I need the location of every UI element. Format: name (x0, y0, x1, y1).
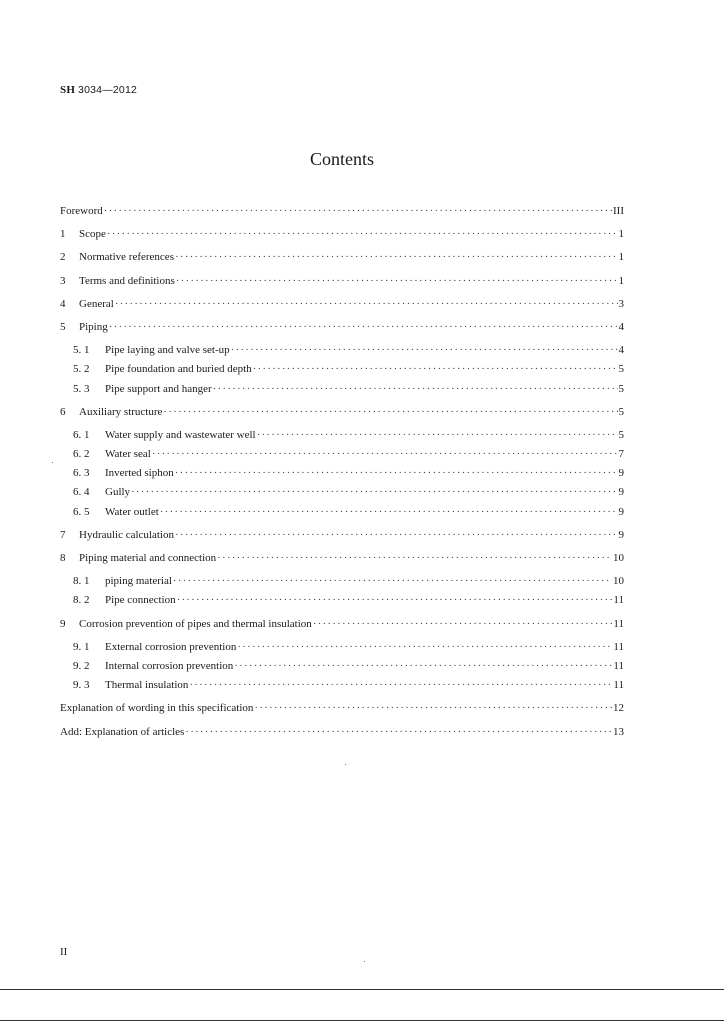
toc-entry-label: Normative references (79, 251, 174, 264)
document-code (60, 84, 137, 96)
toc-leader (176, 274, 618, 288)
toc-entry-thermal-insulation[interactable] (60, 678, 624, 697)
toc-entry-page: 5 (618, 405, 624, 418)
toc-entry-external-corrosion[interactable] (60, 640, 624, 659)
toc-entry-number: 6. 3 (73, 467, 90, 480)
toc-entry-inverted-siphon[interactable] (60, 466, 624, 485)
toc-entry-label: Gully (105, 486, 131, 499)
toc-entry-page: 5 (618, 363, 624, 376)
toc-entry-number: 5. 2 (73, 363, 90, 376)
toc-leader (152, 447, 618, 461)
toc-entry-page: 9 (618, 528, 624, 541)
toc-leader (189, 678, 612, 692)
toc-entry-number: 8 (60, 552, 66, 564)
toc-leader (175, 250, 618, 264)
toc-entry-page: 11 (613, 594, 624, 607)
toc-entry-page: 1 (618, 228, 624, 241)
toc-entry-number: 8. 1 (73, 575, 90, 588)
toc-leader (254, 701, 612, 715)
toc-leader (131, 485, 617, 499)
toc-entry-label: Explanation of wording in this specification (60, 702, 254, 715)
toc-entry-pipe-support[interactable] (60, 382, 624, 401)
toc-leader (115, 297, 618, 311)
page-title: Contents (309, 149, 374, 169)
toc-entry-label: General (79, 297, 114, 310)
toc-entry-number: 7 (60, 528, 66, 541)
toc-entry-pipe-connection[interactable] (60, 593, 624, 612)
toc-entry-page: 9 (618, 505, 624, 518)
toc-entry-page: 3 (618, 297, 624, 310)
toc-entry-gully[interactable] (60, 485, 624, 504)
toc-entry-normative-references[interactable] (60, 250, 624, 273)
toc-leader (231, 343, 618, 357)
toc-entry-scope[interactable] (60, 227, 624, 250)
toc-entry-internal-corrosion[interactable] (60, 659, 624, 678)
toc-entry-number: 6. 1 (73, 428, 90, 441)
toc-leader (313, 617, 613, 631)
toc-leader (175, 528, 618, 542)
page-number: II (60, 946, 68, 958)
toc-entry-number: 5. 1 (73, 344, 90, 357)
toc-entry-explanation-of-wording[interactable] (60, 701, 624, 724)
toc-entry-page: 11 (613, 659, 624, 672)
toc-entry-page: 4 (618, 320, 624, 333)
toc-entry-label: Thermal insulation (105, 679, 189, 692)
toc-entry-page: 4 (618, 344, 624, 357)
toc-entry-water-seal[interactable] (60, 447, 624, 466)
toc-entry-piping[interactable] (60, 320, 624, 343)
toc-leader (257, 428, 618, 442)
toc-leader (163, 405, 617, 419)
toc-entry-label: Scope (79, 228, 106, 241)
toc-entry-number: 6 (60, 405, 66, 418)
toc-leader (173, 574, 612, 588)
toc-entry-label: Terms and definitions (79, 274, 175, 287)
scan-speck (345, 764, 346, 765)
document-code-number: 3034—2012 (78, 84, 138, 96)
toc-entry-general[interactable] (60, 297, 624, 320)
toc-leader (213, 382, 618, 396)
toc-entry-label: Add: Explanation of articles (60, 725, 185, 738)
toc-entry-explanation-of-articles[interactable] (60, 725, 624, 748)
toc-entry-label: Pipe foundation and buried depth (105, 363, 252, 376)
toc-entry-label: Auxiliary structure (79, 405, 163, 418)
toc-entry-number: 9. 2 (73, 659, 90, 672)
toc-leader (253, 362, 618, 376)
toc-entry-page: 11 (613, 640, 624, 653)
document-code-prefix: SH (60, 84, 76, 96)
toc-entry-number: 3 (60, 274, 66, 287)
toc-entry-water-supply-well[interactable] (60, 428, 624, 447)
toc-entry-page: 5 (618, 382, 624, 395)
toc-entry-hydraulic-calculation[interactable] (60, 528, 624, 551)
toc-entry-piping-material-connection[interactable] (60, 551, 624, 574)
scan-speck (52, 462, 53, 463)
toc-entry-page: 11 (613, 617, 624, 630)
toc-entry-water-outlet[interactable] (60, 505, 624, 524)
toc-entry-label: Water seal (105, 448, 151, 461)
toc-entry-number: 6. 5 (73, 505, 90, 518)
toc-entry-corrosion-prevention[interactable] (60, 617, 624, 640)
toc-entry-label: Water supply and wastewater well (105, 428, 256, 441)
toc-entry-label: Corrosion prevention of pipes and thermal insulation (79, 617, 312, 630)
toc-entry-label: Piping (79, 320, 108, 333)
toc-entry-number: 2 (60, 251, 66, 264)
page-bottom-rule (0, 989, 724, 990)
toc-leader (109, 320, 618, 334)
toc-entry-label: Pipe support and hanger (105, 382, 212, 395)
toc-entry-number: 5 (60, 320, 66, 333)
toc-entry-number: 8. 2 (73, 594, 90, 607)
toc-entry-page: 13 (613, 725, 624, 738)
toc-entry-number: 6. 2 (73, 448, 90, 461)
toc-entry-number: 6. 4 (73, 486, 90, 499)
toc-entry-number: 5. 3 (73, 382, 90, 395)
toc-entry-page: 10 (613, 575, 624, 588)
toc-entry-pipe-foundation[interactable] (60, 362, 624, 381)
toc-entry-page: 11 (613, 679, 624, 692)
toc-entry-label: Inverted siphon (105, 467, 174, 480)
toc-entry-label: Pipe connection (105, 594, 176, 607)
toc-entry-number: 9. 3 (73, 679, 90, 692)
toc-leader (107, 227, 618, 241)
toc-entry-number: 4 (60, 297, 66, 310)
toc-entry-label: Foreword (60, 205, 103, 217)
toc-entry-page: III (613, 205, 624, 217)
toc-entry-label: piping material (105, 575, 172, 588)
scan-speck (364, 961, 365, 962)
toc-entry-number: 9. 1 (73, 640, 90, 653)
toc-entry-page: 7 (618, 448, 624, 461)
toc-leader (234, 659, 612, 673)
toc-leader (185, 725, 612, 739)
toc-entry-page: 9 (618, 486, 624, 499)
toc-entry-pipe-laying[interactable] (60, 343, 624, 362)
toc-leader (177, 593, 613, 607)
toc-leader (160, 505, 618, 519)
toc-entry-terms-and-definitions[interactable] (60, 274, 624, 297)
toc-entry-page: 10 (613, 552, 624, 564)
toc-leader (175, 466, 618, 480)
toc-leader (217, 551, 612, 565)
toc-entry-label: Internal corrosion prevention (105, 659, 234, 672)
toc-entry-page: 5 (618, 428, 624, 441)
toc-entry-foreword[interactable] (60, 204, 624, 227)
scan-edge-rule (0, 1020, 724, 1021)
toc-entry-page: 9 (618, 467, 624, 480)
toc-entry-label: External corrosion prevention (105, 640, 237, 653)
toc-entry-page: 12 (613, 702, 624, 715)
toc-entry-piping-material[interactable] (60, 574, 624, 593)
toc-entry-number: 1 (60, 228, 66, 241)
toc-entry-page: 1 (618, 274, 624, 287)
toc-entry-page: 1 (618, 251, 624, 264)
toc-entry-label: Pipe laying and valve set-up (105, 344, 230, 357)
table-of-contents (60, 204, 624, 748)
toc-leader (104, 204, 612, 218)
toc-entry-label: Hydraulic calculation (79, 528, 174, 541)
toc-leader (237, 640, 612, 654)
toc-entry-label: Water outlet (105, 505, 159, 518)
toc-entry-auxiliary-structure[interactable] (60, 405, 624, 428)
toc-entry-number: 9 (60, 617, 66, 630)
toc-entry-label: Piping material and connection (79, 552, 217, 564)
